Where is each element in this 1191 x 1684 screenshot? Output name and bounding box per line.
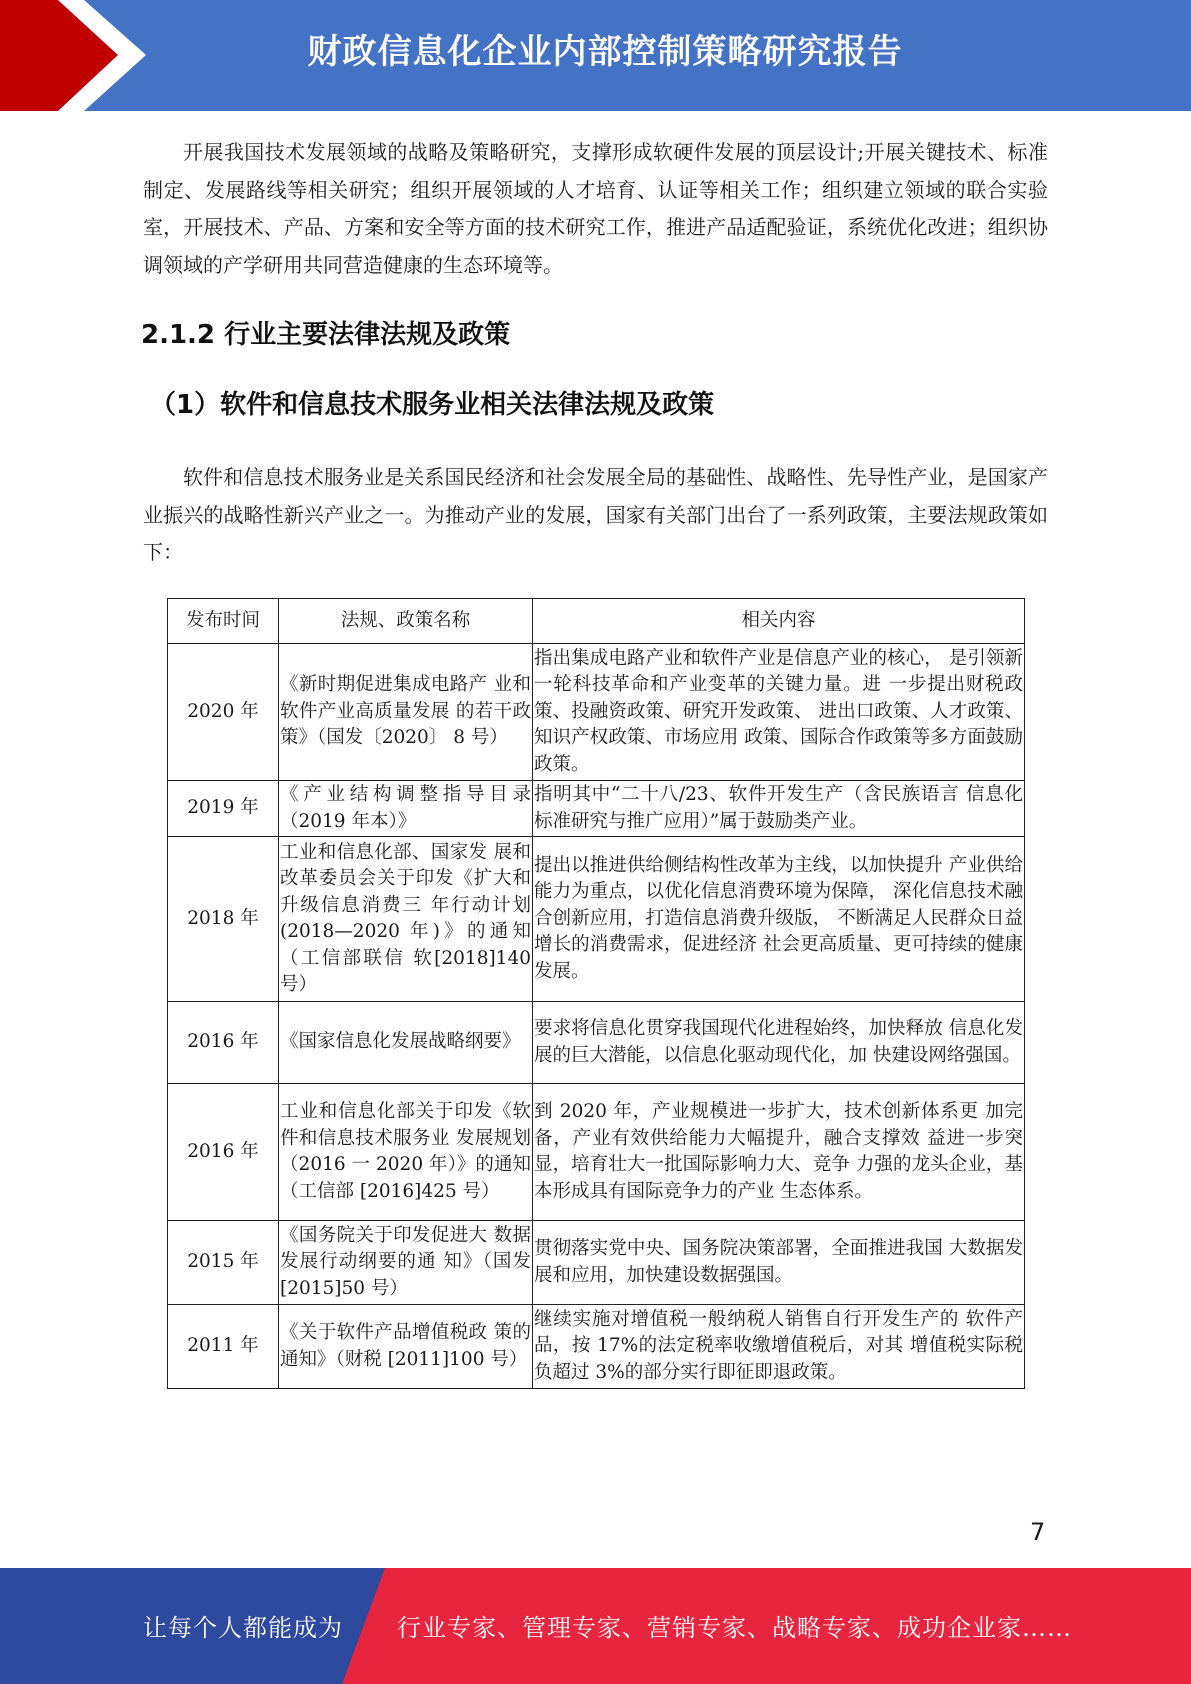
row-year: 2011 年 xyxy=(168,1305,279,1389)
row-year: 2018 年 xyxy=(168,837,279,1002)
row-policy-name: 《国务院关于印发促进大 数据发展行动纲要的通 知》（国发[2015]50 号） xyxy=(279,1221,533,1305)
table-row xyxy=(168,1221,1025,1305)
subsection-heading: （1）软件和信息技术服务业相关法律法规及政策 xyxy=(150,390,715,420)
row-content: 到 2020 年，产业规模进一步扩大，技术创新体系更 加完备，产业有效供给能力大幅提升，融合支撑效 益进一步突显，培育壮大一批国际影响力大、竞争 力强的龙头企业，基本形成具有国际竞争力的产业 生态体系。 xyxy=(533,1084,1025,1221)
intro-paragraph: 开展我国技术发展领域的战略及策略研究，支撑形成软硬件发展的顶层设计;开展关键技术、标准制定、发展路线等相关研究；组织开展领域的人才培育、认证等相关工作；组织建立领域的联合实验室，开展技术、产品、方案和安全等方面的技术研究工作，推进产品适配验证，系统优化改进；组织协调领域的产学研用共同营造健康的生态环境等。 xyxy=(143,140,1048,277)
header-publish-date: 发布时间 xyxy=(168,599,279,644)
body-paragraph: 软件和信息技术服务业是关系国民经济和社会发展全局的基础性、战略性、先导性产业，是国家产业振兴的战略性新兴产业之一。为推动产业的发展，国家有关部门出台了一系列政策，主要法规政策如下： xyxy=(143,465,1048,564)
row-policy-name: 《国家信息化发展战略纲要》 xyxy=(279,1002,533,1084)
header-arrow-decoration xyxy=(0,0,160,111)
row-content: 指出集成电路产业和软件产业是信息产业的核心， 是引领新一轮科技革命和产业变革的关键力量。进 一步提出财税政策、投融资政策、研究开发政策、 进出口政策、人才政策、知识产权政策、市场应用 政策、国际合作政策等多方面鼓励政策。 xyxy=(533,644,1025,781)
row-year: 2015 年 xyxy=(168,1221,279,1305)
report-title: 财政信息化企业内部控制策略研究报告 xyxy=(307,32,903,72)
row-content: 要求将信息化贯穿我国现代化进程始终，加快释放 信息化发展的巨大潜能，以信息化驱动现代化，加 快建设网络强国。 xyxy=(533,1002,1025,1084)
table-row xyxy=(168,644,1025,781)
footer-slogan-left: 让每个人都能成为 xyxy=(143,1614,343,1642)
row-policy-name: 《产业结构调整指导目录（2019 年本）》 xyxy=(279,781,533,837)
table-row xyxy=(168,781,1025,837)
table-row xyxy=(168,1305,1025,1389)
table-row xyxy=(168,837,1025,1002)
row-policy-name: 《新时期促进集成电路产 业和软件产业高质量发展 的若干政策》（国发〔2020〕 8 号） xyxy=(279,644,533,781)
row-year: 2016 年 xyxy=(168,1084,279,1221)
row-policy-name: 《关于软件产品增值税政 策的通知》（财税 [2011]100 号） xyxy=(279,1305,533,1389)
header-related-content: 相关内容 xyxy=(533,599,1025,644)
row-policy-name: 工业和信息化部、国家发 展和改革委员会关于印发《扩大和升级信息消费三 年行动计划(2018—2020 年)》的通知（工信部联信 软[2018]140 号） xyxy=(279,837,533,1002)
section-heading: 2.1.2 行业主要法律法规及政策 xyxy=(141,320,511,350)
row-year: 2016 年 xyxy=(168,1002,279,1084)
policy-table xyxy=(167,598,1025,1389)
header-band xyxy=(0,0,1191,111)
row-year: 2020 年 xyxy=(168,644,279,781)
table-row xyxy=(168,1084,1025,1221)
row-content: 继续实施对增值税一般纳税人销售自行开发生产的 软件产品，按 17%的法定税率收缴增值税后，对其 增值税实际税负超过 3%的部分实行即征即退政策。 xyxy=(533,1305,1025,1389)
row-content: 提出以推进供给侧结构性改革为主线，以加快提升 产业供给能力为重点，以优化信息消费环境为保障， 深化信息技术融合创新应用，打造信息消费升级版， 不断满足人民群众日益增长的消费需求，促进经济 社会更高质量、更可持续的健康发展。 xyxy=(533,837,1025,1002)
table-row xyxy=(168,1002,1025,1084)
row-content: 指明其中“二十八/23、软件开发生产（含民族语言 信息化标准研究与推广应用）”属于鼓励类产业。 xyxy=(533,781,1025,837)
page-number: 7 xyxy=(1030,1518,1046,1546)
row-year: 2019 年 xyxy=(168,781,279,837)
footer-slogan-right: 行业专家、管理专家、营销专家、战略专家、成功企业家…… xyxy=(397,1614,1072,1642)
row-policy-name: 工业和信息化部关于印发《软件和信息技术服务业 发展规划（2016 一 2020 年）》的通知（工信部 [2016]425 号） xyxy=(279,1084,533,1221)
table-header-row xyxy=(168,599,1025,644)
row-content: 贯彻落实党中央、国务院决策部署，全面推进我国 大数据发展和应用，加快建设数据强国。 xyxy=(533,1221,1025,1305)
header-policy-name: 法规、政策名称 xyxy=(279,599,533,644)
